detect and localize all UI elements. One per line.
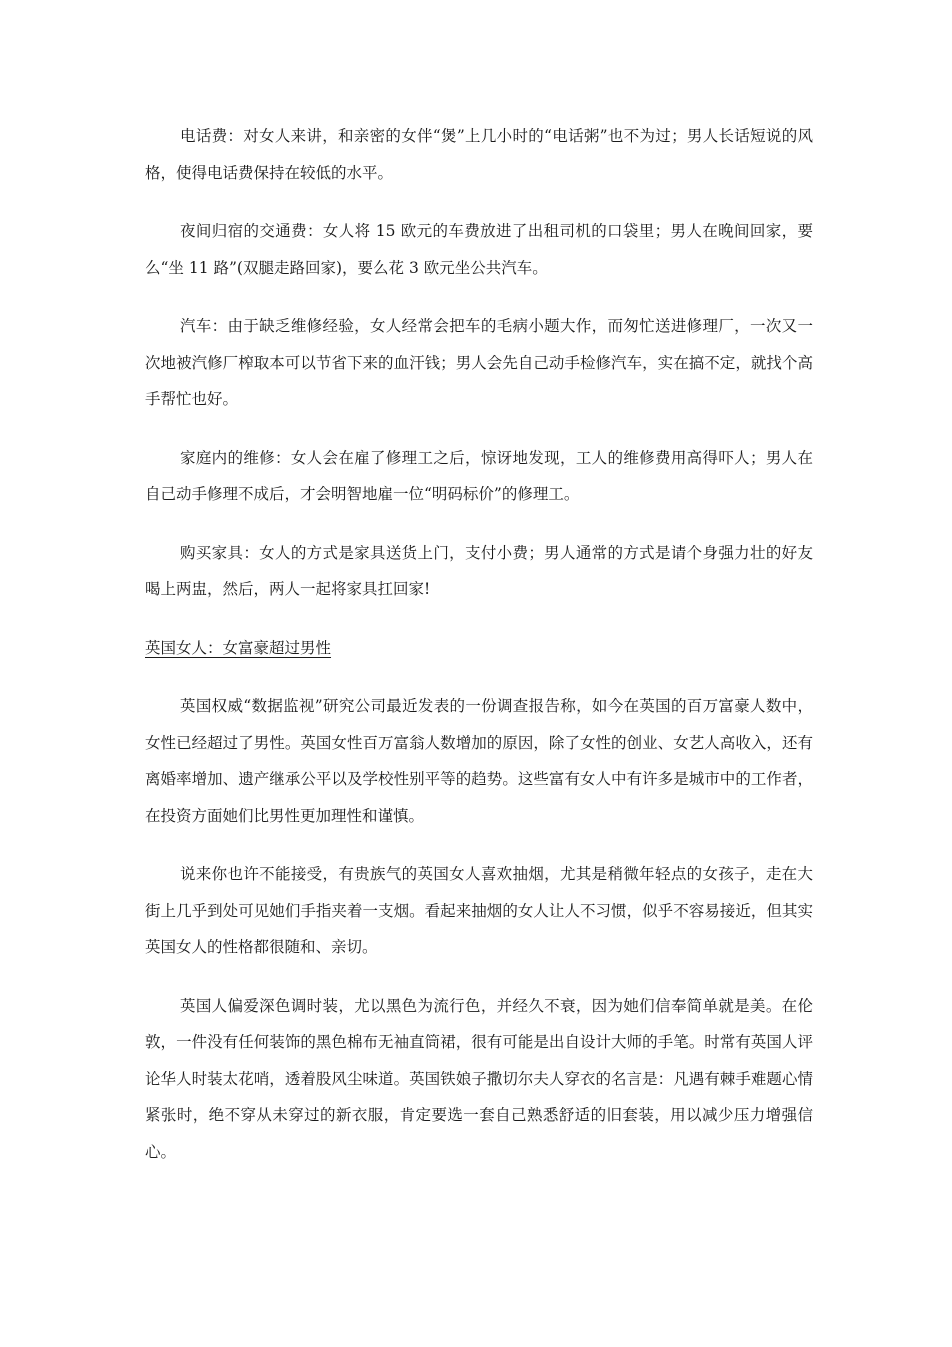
paragraph-car: 汽车：由于缺乏维修经验，女人经常会把车的毛病小题大作，而匆忙送进修理厂，一次又一次地被汽修厂榨取本可以节省下来的血汗钱；男人会先自己动手检修汽车，实在搞不定，就找个高手帮忙也好。: [145, 317, 813, 408]
section-heading: 英国女人：女富豪超过男性: [145, 638, 332, 657]
paragraph-wealthy-women: 英国权威“数据监视”研究公司最近发表的一份调查报告称，如今在英国的百万富豪人数中，女性已经超过了男性。英国女性百万富翁人数增加的原因，除了女性的创业、女艺人高收入，还有离婚率增加、遗产继承公平以及学校性别平等的趋势。这些富有女人中有许多是城市中的工作者，在投资方面她们比男性更加理性和谨慎。: [145, 697, 813, 825]
document-body: [145, 118, 813, 1170]
paragraph-phone-bill: 电话费：对女人来讲，和亲密的女伴“煲”上几小时的“电话粥”也不为过；男人长话短说的风格，使得电话费保持在较低的水平。: [145, 127, 813, 182]
paragraph-smoking: 说来你也许不能接受，有贵族气的英国女人喜欢抽烟，尤其是稍微年轻点的女孩子，走在大街上几乎到处可见她们手指夹着一支烟。看起来抽烟的女人让人不习惯，似乎不容易接近，但其实英国女人的性格都很随和、亲切。: [145, 865, 813, 956]
paragraph-fashion: 英国人偏爱深色调时装，尤以黑色为流行色，并经久不衰，因为她们信奉简单就是美。在伦敦，一件没有任何装饰的黑色棉布无袖直筒裙，很有可能是出自设计大师的手笔。时常有英国人评论华人时装太花哨，透着股风尘味道。英国铁娘子撒切尔夫人穿衣的名言是：凡遇有棘手难题心情紧张时，绝不穿从未穿过的新衣服，肯定要选一套自己熟悉舒适的旧套装，用以减少压力增强信心。: [145, 996, 813, 1161]
paragraph-home-repair: 家庭内的维修：女人会在雇了修理工之后，惊讶地发现，工人的维修费用高得吓人；男人在自己动手修理不成后，才会明智地雇一位“明码标价”的修理工。: [145, 448, 813, 503]
paragraph-night-transport: 夜间归宿的交通费：女人将 15 欧元的车费放进了出租司机的口袋里；男人在晚间回家，要么“坐 11 路”(双腿走路回家)，要么花 3 欧元坐公共汽车。: [145, 222, 813, 277]
paragraph-furniture: 购买家具：女人的方式是家具送货上门，支付小费；男人通常的方式是请个身强力壮的好友喝上两盅，然后，两人一起将家具扛回家!: [145, 543, 813, 598]
